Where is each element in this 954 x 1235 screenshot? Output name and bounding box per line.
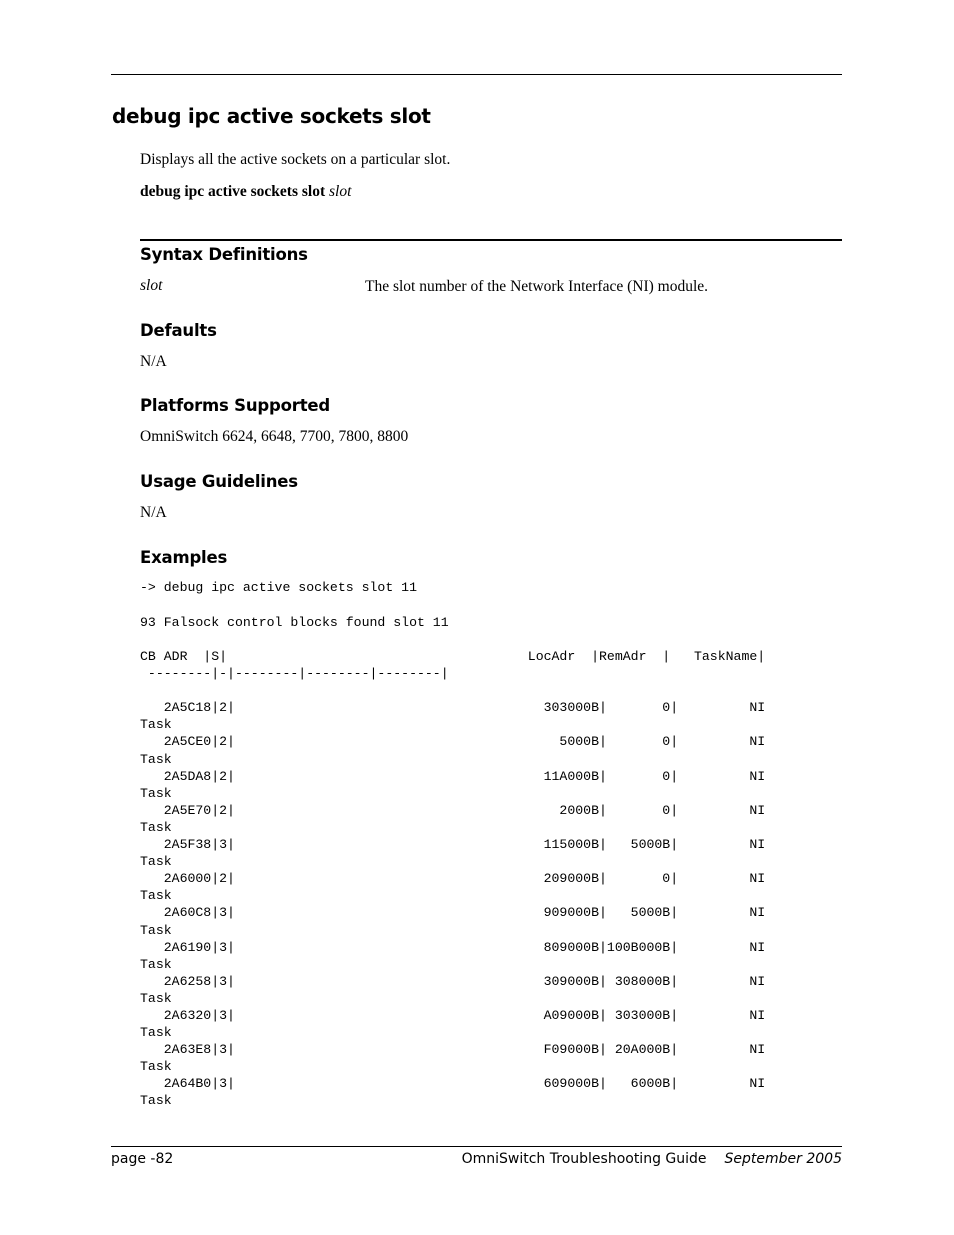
platforms-heading: Platforms Supported <box>140 396 330 415</box>
footer-rule <box>111 1146 842 1147</box>
footer-date: September 2005 <box>724 1151 842 1167</box>
defaults-text: N/A <box>140 353 167 370</box>
section-rule <box>140 239 842 241</box>
footer-guide-title: OmniSwitch Troubleshooting Guide <box>461 1151 707 1167</box>
command-syntax <box>140 183 351 201</box>
defaults-heading: Defaults <box>140 321 217 340</box>
syntax-definition: The slot number of the Network Interface (NI) module. <box>365 278 709 295</box>
header-rule <box>111 74 842 75</box>
example-command: -> debug ipc active sockets slot 11 <box>140 580 417 595</box>
examples-heading: Examples <box>140 548 228 567</box>
syntax-param: slot <box>329 183 352 200</box>
command-description: Displays all the active sockets on a particular slot. <box>140 151 451 168</box>
syntax-term <box>140 277 162 295</box>
footer-guide-info <box>462 1151 842 1167</box>
usage-heading: Usage Guidelines <box>140 472 298 491</box>
syntax-term-text: slot <box>140 277 163 294</box>
syntax-command: debug ipc active sockets slot <box>140 183 326 200</box>
page-title: debug ipc active sockets slot <box>112 104 431 128</box>
usage-text: N/A <box>140 504 167 521</box>
syntax-definitions-heading: Syntax Definitions <box>140 245 308 264</box>
example-socket-table: CB ADR |S| LocAdr |RemAdr | TaskName| --------|-|--------|--------|--------| 2A5C18|2| 303000B| 0| NI Task 2A5CE0|2| 5000B| 0| NI Task 2A5DA8|2| 11A000B| 0| NI Task 2A5E70|2| 2000B| 0| NI Task 2A5F38|3| 115000B| 5000B| NI Task 2A6000|2| 209000B| 0| NI Task 2A60C8|3| 909000B| 5000B| NI Task 2A6190|3| 809000B|100B000B| NI Task 2A6258|3| 309000B| 308000B| NI Task 2A6320|3| A09000B| 303000B| NI Task 2A63E8|3| F09000B| 20A000B| NI Task 2A64B0|3| 609000B| 6000B| NI Task <box>140 649 766 1109</box>
platforms-text: OmniSwitch 6624, 6648, 7700, 7800, 8800 <box>140 428 409 445</box>
example-found-line: 93 Falsock control blocks found slot 11 <box>140 615 449 630</box>
footer-page-number: page -82 <box>111 1151 174 1167</box>
